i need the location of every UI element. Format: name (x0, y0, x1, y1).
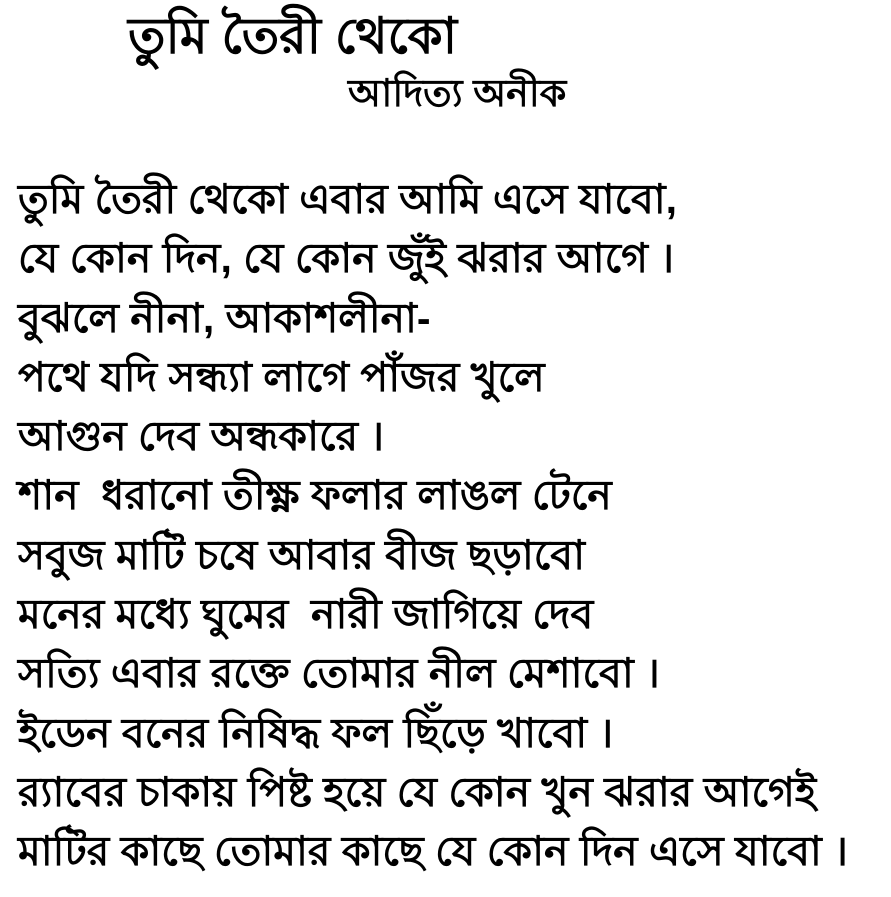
poem-line-6: শান ধরানো তীক্ষ্ণ ফলার লাঙল টেনে (18, 472, 612, 519)
poem-title: তুমি তৈরী থেকো (128, 8, 458, 64)
poem-line-4: পথে যদি সন্ধ্যা লাগে পাঁজর খুলে (18, 353, 545, 400)
poem-line-3: বুঝলে নীনা, আকাশলীনা- (18, 294, 431, 341)
poem-line-12: মাটির কাছে তোমার কাছে যে কোন দিন এসে যাবো । (18, 828, 848, 875)
poem-line-8: মনের মধ্যে ঘুমের নারী জাগিয়ে দেব (18, 591, 594, 638)
poem-author: আদিত্য অনীক (348, 73, 567, 115)
poem-line-9: সত্যি এবার রক্তে তোমার নীল মেশাবো । (18, 650, 660, 697)
poem-line-5: আগুন দেব অন্ধকারে । (18, 413, 385, 460)
poem-body (18, 170, 887, 882)
poem-line-7: সবুজ মাটি চষে আবার বীজ ছড়াবো (18, 531, 585, 578)
poem-line-2: যে কোন দিন, যে কোন জুঁই ঝরার আগে । (18, 235, 674, 282)
poem-line-10: ইডেন বনের নিষিদ্ধ ফল ছিঁড়ে খাবো । (18, 709, 614, 756)
poem-line-1: তুমি তৈরী থেকো এবার আমি এসে যাবো, (18, 176, 678, 222)
poem-line-11: র‍্যাবের চাকায় পিষ্ট হয়ে যে কোন খুন ঝরার আগেই (18, 768, 817, 815)
